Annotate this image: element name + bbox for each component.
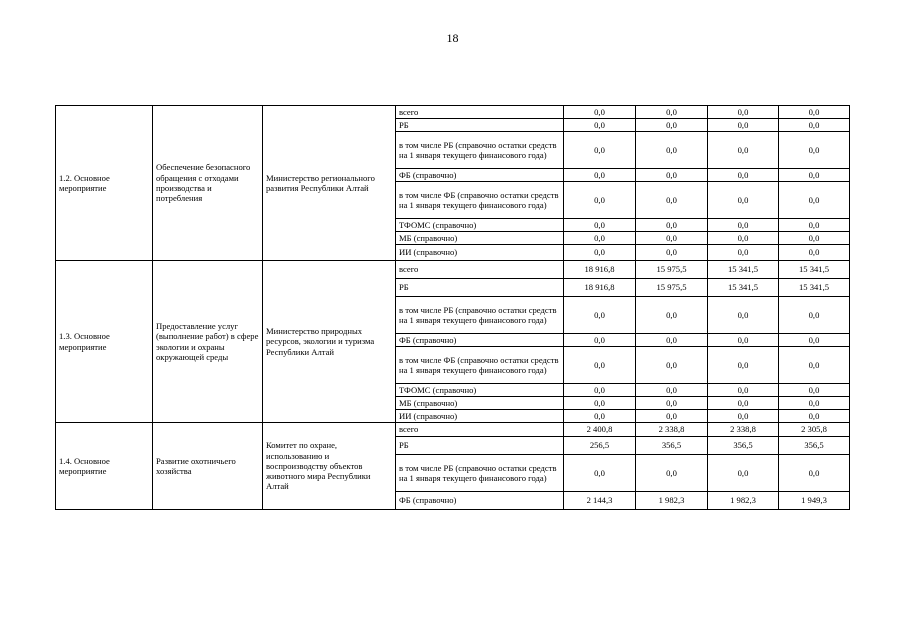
value-cell: 356,5 xyxy=(708,437,779,455)
table-row xyxy=(56,261,850,279)
value-cell: 0,0 xyxy=(564,132,636,169)
value-cell: 356,5 xyxy=(779,437,850,455)
value-cell: 0,0 xyxy=(779,232,850,245)
budget-table xyxy=(55,105,850,510)
value-cell: 15 341,5 xyxy=(708,279,779,297)
value-cell: 0,0 xyxy=(636,182,708,219)
value-cell: 0,0 xyxy=(779,455,850,492)
funding-source-cell: МБ (справочно) xyxy=(396,397,564,410)
value-cell: 0,0 xyxy=(564,410,636,423)
value-cell: 0,0 xyxy=(564,397,636,410)
value-cell: 0,0 xyxy=(708,232,779,245)
value-cell: 0,0 xyxy=(564,219,636,232)
value-cell: 0,0 xyxy=(779,169,850,182)
executor-cell: Комитет по охране, использованию и воспроизводству объектов животного мира Республики Алтай xyxy=(263,423,396,510)
value-cell: 0,0 xyxy=(779,245,850,261)
value-cell: 0,0 xyxy=(636,169,708,182)
value-cell: 15 341,5 xyxy=(708,261,779,279)
value-cell: 2 338,8 xyxy=(708,423,779,437)
value-cell: 0,0 xyxy=(779,119,850,132)
value-cell: 2 305,8 xyxy=(779,423,850,437)
value-cell: 1 982,3 xyxy=(636,492,708,510)
value-cell: 0,0 xyxy=(636,232,708,245)
value-cell: 0,0 xyxy=(564,245,636,261)
funding-source-cell: ФБ (справочно) xyxy=(396,492,564,510)
value-cell: 15 341,5 xyxy=(779,279,850,297)
table-row xyxy=(56,106,850,119)
event-name-cell: Обеспечение безопасного обращения с отходами производства и потребления xyxy=(153,106,263,261)
value-cell: 0,0 xyxy=(636,106,708,119)
value-cell: 0,0 xyxy=(779,334,850,347)
value-cell: 256,5 xyxy=(564,437,636,455)
value-cell: 0,0 xyxy=(779,132,850,169)
value-cell: 0,0 xyxy=(636,132,708,169)
value-cell: 0,0 xyxy=(564,297,636,334)
value-cell: 0,0 xyxy=(708,297,779,334)
funding-source-cell: в том числе ФБ (справочно остатки средств на 1 января текущего финансового года) xyxy=(396,347,564,384)
value-cell: 2 338,8 xyxy=(636,423,708,437)
value-cell: 15 975,5 xyxy=(636,279,708,297)
value-cell: 1 949,3 xyxy=(779,492,850,510)
value-cell: 0,0 xyxy=(708,132,779,169)
funding-source-cell: ТФОМС (справочно) xyxy=(396,384,564,397)
value-cell: 0,0 xyxy=(708,384,779,397)
funding-source-cell: в том числе ФБ (справочно остатки средств на 1 января текущего финансового года) xyxy=(396,182,564,219)
value-cell: 0,0 xyxy=(708,106,779,119)
executor-cell: Министерство природных ресурсов, экологии и туризма Республики Алтай xyxy=(263,261,396,423)
value-cell: 0,0 xyxy=(564,106,636,119)
value-cell: 0,0 xyxy=(564,347,636,384)
value-cell: 0,0 xyxy=(636,410,708,423)
value-cell: 0,0 xyxy=(636,455,708,492)
value-cell: 0,0 xyxy=(708,169,779,182)
funding-source-cell: МБ (справочно) xyxy=(396,232,564,245)
value-cell: 0,0 xyxy=(564,384,636,397)
value-cell: 0,0 xyxy=(779,410,850,423)
value-cell: 0,0 xyxy=(779,182,850,219)
value-cell: 0,0 xyxy=(564,334,636,347)
value-cell: 0,0 xyxy=(636,347,708,384)
executor-cell: Министерство регионального развития Республики Алтай xyxy=(263,106,396,261)
funding-source-cell: РБ xyxy=(396,119,564,132)
value-cell: 1 982,3 xyxy=(708,492,779,510)
funding-source-cell: РБ xyxy=(396,279,564,297)
value-cell: 0,0 xyxy=(779,219,850,232)
value-cell: 0,0 xyxy=(708,245,779,261)
event-cell: 1.4. Основное мероприятие xyxy=(56,423,153,510)
value-cell: 2 400,8 xyxy=(564,423,636,437)
value-cell: 0,0 xyxy=(564,182,636,219)
funding-source-cell: ИИ (справочно) xyxy=(396,245,564,261)
value-cell: 0,0 xyxy=(564,455,636,492)
value-cell: 0,0 xyxy=(636,297,708,334)
event-name-cell: Развитие охотничьего хозяйства xyxy=(153,423,263,510)
value-cell: 0,0 xyxy=(636,119,708,132)
funding-source-cell: всего xyxy=(396,106,564,119)
value-cell: 15 341,5 xyxy=(779,261,850,279)
event-cell: 1.2. Основное мероприятие xyxy=(56,106,153,261)
value-cell: 0,0 xyxy=(779,297,850,334)
value-cell: 0,0 xyxy=(708,182,779,219)
funding-source-cell: ИИ (справочно) xyxy=(396,410,564,423)
funding-source-cell: РБ xyxy=(396,437,564,455)
value-cell: 0,0 xyxy=(779,106,850,119)
funding-source-cell: в том числе РБ (справочно остатки средств на 1 января текущего финансового года) xyxy=(396,297,564,334)
value-cell: 2 144,3 xyxy=(564,492,636,510)
value-cell: 0,0 xyxy=(708,410,779,423)
value-cell: 0,0 xyxy=(564,169,636,182)
value-cell: 18 916,8 xyxy=(564,279,636,297)
value-cell: 15 975,5 xyxy=(636,261,708,279)
value-cell: 0,0 xyxy=(708,347,779,384)
value-cell: 0,0 xyxy=(708,397,779,410)
value-cell: 0,0 xyxy=(564,232,636,245)
value-cell: 0,0 xyxy=(779,347,850,384)
table-row xyxy=(56,423,850,437)
funding-source-cell: всего xyxy=(396,423,564,437)
table-body xyxy=(56,106,850,510)
funding-source-cell: в том числе РБ (справочно остатки средств на 1 января текущего финансового года) xyxy=(396,455,564,492)
value-cell: 0,0 xyxy=(636,245,708,261)
value-cell: 0,0 xyxy=(564,119,636,132)
value-cell: 0,0 xyxy=(636,384,708,397)
funding-source-cell: ТФОМС (справочно) xyxy=(396,219,564,232)
value-cell: 0,0 xyxy=(636,219,708,232)
event-cell: 1.3. Основное мероприятие xyxy=(56,261,153,423)
value-cell: 0,0 xyxy=(636,397,708,410)
value-cell: 0,0 xyxy=(636,334,708,347)
value-cell: 0,0 xyxy=(708,119,779,132)
value-cell: 0,0 xyxy=(779,384,850,397)
funding-source-cell: ФБ (справочно) xyxy=(396,334,564,347)
value-cell: 0,0 xyxy=(708,334,779,347)
value-cell: 18 916,8 xyxy=(564,261,636,279)
value-cell: 0,0 xyxy=(708,219,779,232)
value-cell: 0,0 xyxy=(708,455,779,492)
event-name-cell: Предоставление услуг (выполнение работ) в сфере экологии и охраны окружающей среды xyxy=(153,261,263,423)
page-number: 18 xyxy=(446,31,459,45)
value-cell: 356,5 xyxy=(636,437,708,455)
value-cell: 0,0 xyxy=(779,397,850,410)
funding-source-cell: ФБ (справочно) xyxy=(396,169,564,182)
funding-source-cell: в том числе РБ (справочно остатки средств на 1 января текущего финансового года) xyxy=(396,132,564,169)
funding-source-cell: всего xyxy=(396,261,564,279)
